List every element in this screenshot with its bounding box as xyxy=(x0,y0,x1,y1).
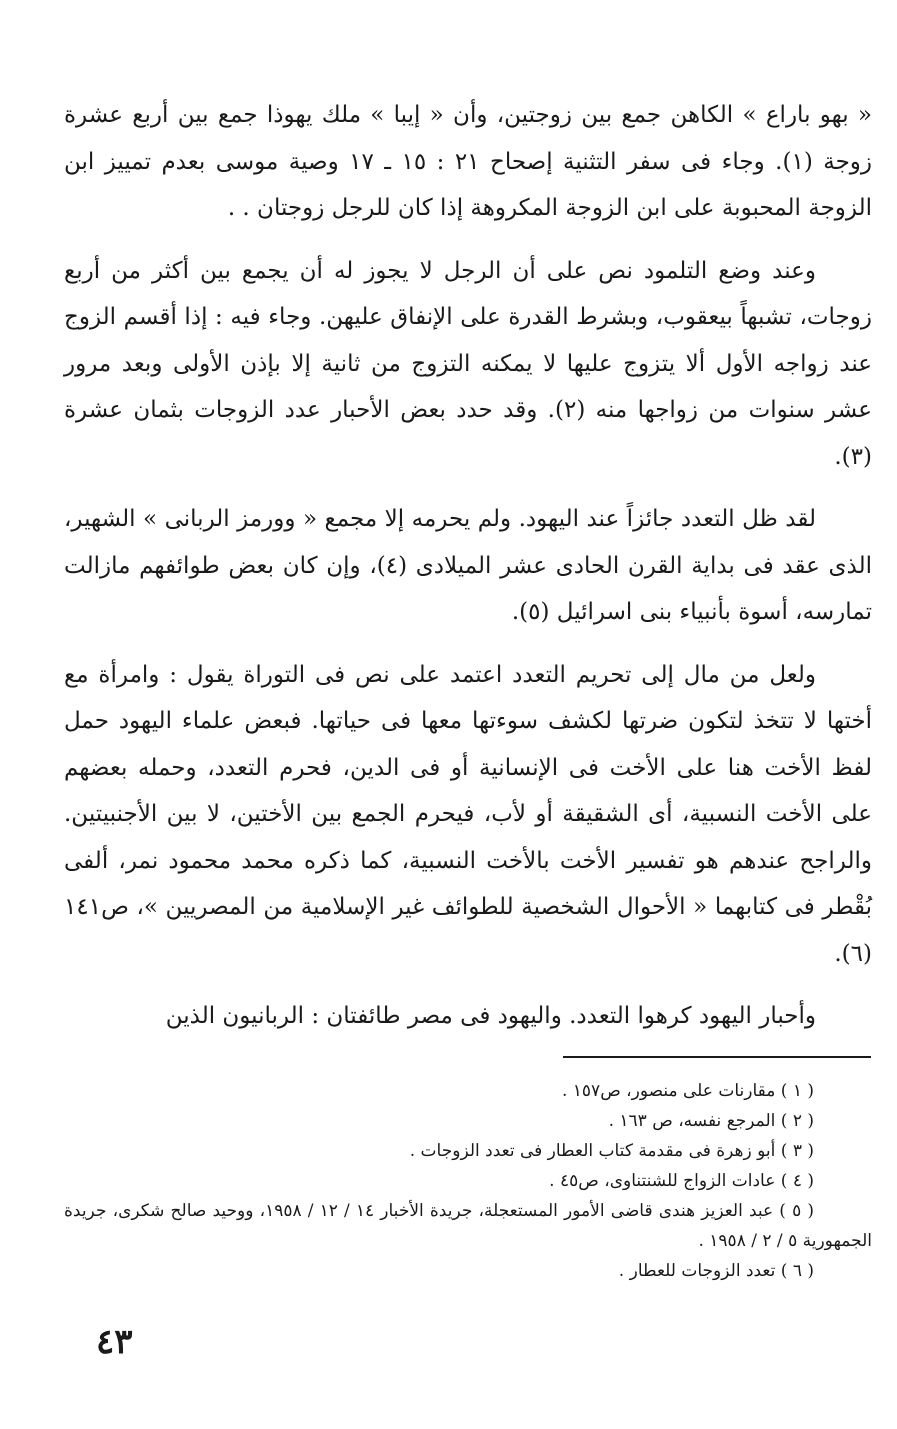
footnote-4: ( ٤ ) عادات الزواج للشنتناوى، ص٤٥ . xyxy=(549,1171,814,1191)
paragraph-1: « بهو باراع » الكاهن جمع بين زوجتين، وأن « إيبا » ملك يهوذا جمع بين أربع عشرة زوجة (١). وجاء فى سفر التثنية إصحاح ٢١ : ١٥ ـ ١٧ وصية موسى بعدم تمييز ابن الزوجة المحبوبة على ابن الزوجة المكروهة إذا كان للرجل زوجتان . . xyxy=(64,102,873,221)
paragraph-5: وأحبار اليهود كرهوا التعدد. واليهود فى مصر طائفتان : الربانيون الذين xyxy=(165,1003,816,1029)
footnote-1: ( ١ ) مقارنات على منصور، ص١٥٧ . xyxy=(561,1081,814,1101)
footnote-3: ( ٣ ) أبو زهرة فى مقدمة كتاب العطار فى تعدد الزوجات . xyxy=(409,1141,814,1161)
paragraph-4: ولعل من مال إلى تحريم التعدد اعتمد على نص فى التوراة يقول : وامرأة مع أختها لا تتخذ لتكون ضرتها لكشف سوءتها معها فى حياتها. فبعض علماء اليهود حمل لفظ الأخت هنا على الأخت فى الإنسانية أو فى الدين، فحرم التعدد، وحمله بعضهم على الأخت النسبية، أى الشقيقة أو لأب، فيحرم الجمع بين الأختين، لا بين الأجنبيتين. والراجح عندهم هو تفسير الأخت بالأخت النسبية، كما ذكره محمد محمود نمر، ألفى بُقْطر فى كتابهما « الأحوال الشخصية للطوائف غير الإسلامية من المصريين »، ص١٤١ (٦). xyxy=(64,661,872,967)
footnote-divider xyxy=(563,1056,871,1058)
paragraph-3: لقد ظل التعدد جائزاً عند اليهود. ولم يحرمه إلا مجمع « وورمز الربانى » الشهير، الذى عقد فى بداية القرن الحادى عشر الميلادى (٤)، وإن كان بعض طوائفهم مازالت تمارسه، أسوة بأنبياء بنى اسرائيل (٥). xyxy=(64,506,872,625)
paragraph-2: وعند وضع التلمود نص على أن الرجل لا يجوز له أن يجمع بين أكثر من أربع زوجات، تشبهاً بيعقوب، وبشرط القدرة على الإنفاق عليهن. وجاء فيه : إذا أقسم الزوج عند زواجه الأول ألا يتزوج عليها لا يمكنه التزوج من ثانية إلا بإذن الأولى وبعد مرور عشر سنوات من زواجها منه (٢). وقد حدد بعض الأحبار عدد الزوجات بثمان عشرة (٣). xyxy=(64,257,872,470)
footnotes xyxy=(64,1076,872,1286)
footnote-5: ( ٥ ) عبد العزيز هندى قاضى الأمور المستعجلة، جريدة الأخبار ١٤ / ١٢ / ١٩٥٨، ووحيد صالح شكرى، جريدة الجمهورية ٥ / ٢ / ١٩٥٨ . xyxy=(64,1201,872,1251)
page-number: ٤٣ xyxy=(96,1322,133,1362)
footnote-2: ( ٢ ) المرجع نفسه، ص ١٦٣ . xyxy=(608,1111,814,1131)
footnote-6: ( ٦ ) تعدد الزوجات للعطار . xyxy=(618,1261,814,1281)
main-text xyxy=(64,92,872,1056)
